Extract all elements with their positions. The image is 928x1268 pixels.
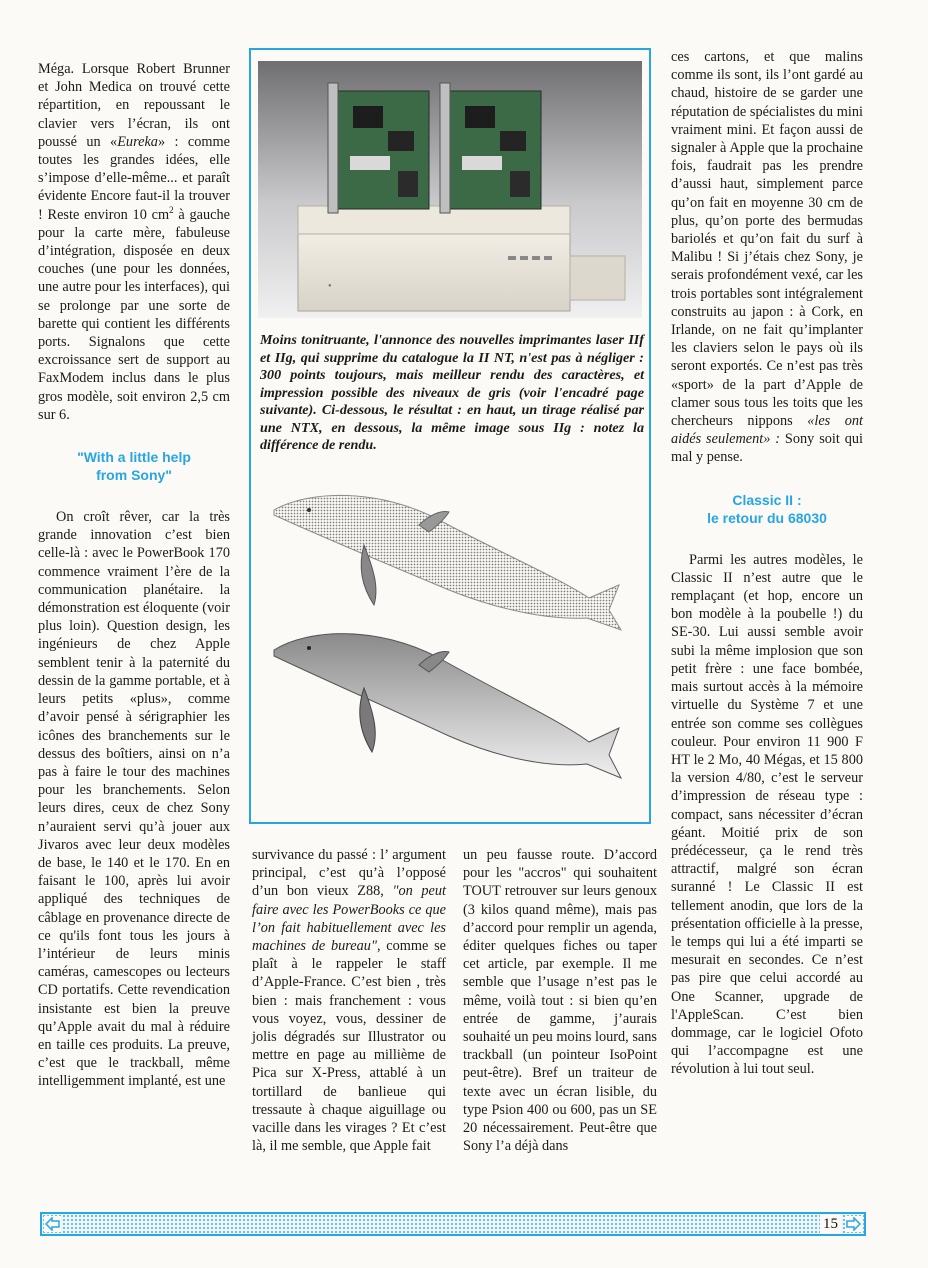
section-heading-classic-ii: Classic II : le retour du 68030 bbox=[707, 491, 827, 526]
col4-paragraph-2: Parmi les autres modèles, le Classic II n’est autre que le remplaçant (et hop, encore un bon modèle à la poubelle !) du SE-30. Lui aussi semble avoir subi la même implosion que son petit frère : une face bombée, mais surtout accès à la mémoire virtuelle du Système 7 et une entrée son comme ses collègues couleur. Pour environ 11 900 F HT le 2 Mo, 40 Mégas, et 15 800 la version 4/80, c’est le serveur d’impression de réseau type : compact, sans nécessiter d’écran géant. Moitié prix de son prédécesseur, ça le rend très attractif, malgré son écran suranné ! Le Classic II est tellement anodin, que lors de la présentation officielle à la presse, le temps qui lui a été imparti se mesurait en secondes. Ce n’est pas pire que celui accordé au One Scanner, upgrade de l'AppleScan. C’est bien dommage, car le logiciel Ofoto qui l’accompagne est une révolution à lui tout seul. bbox=[671, 551, 863, 1078]
svg-text:●: ● bbox=[328, 283, 332, 289]
col2-paragraph-1: survivance du passé : l’ argument principal, c’est qu’à l’opposé d’un bon vieux Z88, "on peut faire avec les PowerBooks ce que l’on fait habituellement avec les machines de bureau", comme se plaît à le rappeler le staff d’Apple-France. C’est bien , très bien : mais franchement : vous vous voyez, vous, dessiner de jolis dégradés sur Illustrator ou mettre en page au millième de Pica sur X-Press, attablé à un tortillard de banlieue qui tressaute à chaque aiguillage ou vacille dans les virages ? Et c’est là, il me semble, que Apple fait bbox=[252, 847, 446, 1155]
column-2 bbox=[252, 846, 446, 1155]
figure-box bbox=[249, 48, 651, 824]
column-3 bbox=[463, 846, 657, 1155]
arrow-left-icon bbox=[44, 1216, 61, 1232]
dolphin-illustration bbox=[269, 470, 629, 815]
footer-bar bbox=[40, 1212, 866, 1236]
nippons-emphasis: «les ont aidés seulement» : bbox=[671, 413, 864, 448]
col3-paragraph-1: un peu fausse route. D’accord pour les "accros" qui souhaitent TOUT retrouver sur leurs genoux (3 kilos quand même), mais pas d’accord pour remplir un agenda, éditer quelques fiches ou taper cet article, par exemple. Il me semble que l’usage n’est pas le même, voilà tout : si bien qu’en entrée de gamme, j’aurais souhaité un peu moins lourd, sans trackball (un pointeur IsoPoint peut-être). Bref un traiteur de texte avec un écran lisible, du type Psion 400 ou 600, pas un SE 20 nécessairement. Peut-être que Sony l’a déjà dans bbox=[463, 847, 657, 1155]
page-number: 15 bbox=[820, 1214, 841, 1234]
section-heading-sony: "With a little help from Sony" bbox=[77, 449, 191, 484]
quote-emphasis: "on peut faire avec les PowerBooks ce que l’on fait habituellement avec les machines de bureau" bbox=[252, 883, 446, 955]
col1-paragraph-2: On croît rêver, car la très grande innovation c’est bien celle-là : avec le PowerBook 170 commence vraiment l’ère de la communication planétaire. la démonstration est éloquente (voir plus loin). Question design, les ingénieurs de chez Apple semblent tenir à la paternité du dessin de la gamme portable, et à leurs petits «plus», comme d’avoir pensé à sérigraphier les icônes des branchements sur le dessus des boîtiers, ainsi on n’a pas à faire le tour des machines pour les branchements. Selon leurs dires, ceux de chez Sony n’auraient servi qu’à jouer aux Jivaros avec leur deux modèles de base, le 140 et le 170. En en faisant le 100, après lui avoir appliqué des techniques de câblage en provenance directe de ce qu'ils font tous les jours à l’intérieur de leurs minis caméras, camescopes ou lecteurs CD portatifs. Cette revendication insistante est bien la preuve qu’Apple avait du mal à réduire en taille ces produits. La preuve, c’est que le trackball, même intelligemment implanté, est une bbox=[38, 509, 230, 1090]
printer-photo bbox=[258, 61, 642, 318]
figure-caption: Moins tonitruante, l'annonce des nouvelles imprimantes laser IIf et IIg, qui supprime du catalogue la II NT, n'est pas à négliger : 300 points toujours, mais meilleur rendu des caractères, et impression possible des niveaux de gris (voir l'encadré page suivante). Ci-dessous, le résultat : en haut, un tirage réalisé par une NTX, en dessous, la même image sous IIg : notez la différence de rendu. bbox=[260, 332, 644, 453]
eureka-emphasis: Eureka bbox=[117, 133, 158, 150]
column-1 bbox=[38, 60, 230, 1091]
arrow-right-icon bbox=[845, 1216, 862, 1232]
column-4 bbox=[671, 48, 863, 1079]
col1-paragraph-1: Méga. Lorsque Robert Brunner et John Medica on trouvé cette répartition, en repoussant le clavier vers l’écran, ils ont poussé un «Eureka» : comme toutes les grandes idées, elle s’impose d’elle-même... et paraît évidente Encore faut-il la trouver ! Reste environ 10 $cm^2$ à gauche pour la carte mère, fabuleuse d’intégration, disposée en deux couches (une pour les données, une autre pour les interfaces), qui se prolonge par une sorte de barette qui contient les différents ports. Signalons que cette excroissance sert de support au FaxModem inclus dans le plus gros modèle, soit environ 2,5 cm sur 6. bbox=[38, 61, 230, 423]
superscript-2: 2 bbox=[169, 204, 174, 215]
col4-paragraph-1: ces cartons, et que malins comme ils sont, ils l’ont gardé au chaud, histoire de se garder une réputation de spécialistes du mini vraiment mini. Et façon aussi de signaler à Apple que la prochaine fois, faudrait pas les prendre d’aussi haut, simplement parce qu’on fait en moyenne 30 cm de plus, qu’on porte des bermudas bariolés et qu’on fait du surf à Malibu ! Si j’étais chez Sony, je serais profondément vexé, car les trois portables sont intégralement construits au japon : à Cork, en Irlande, on ne fait qu’implanter les claviers selon le pays où ils seront exportés. Ce n’est pas très «sport» de la part d’Apple de clamer sous tous les toits que les chercheurs nippons «les ont aidés seulement» : Sony soit qui mal y pense. bbox=[671, 49, 864, 466]
